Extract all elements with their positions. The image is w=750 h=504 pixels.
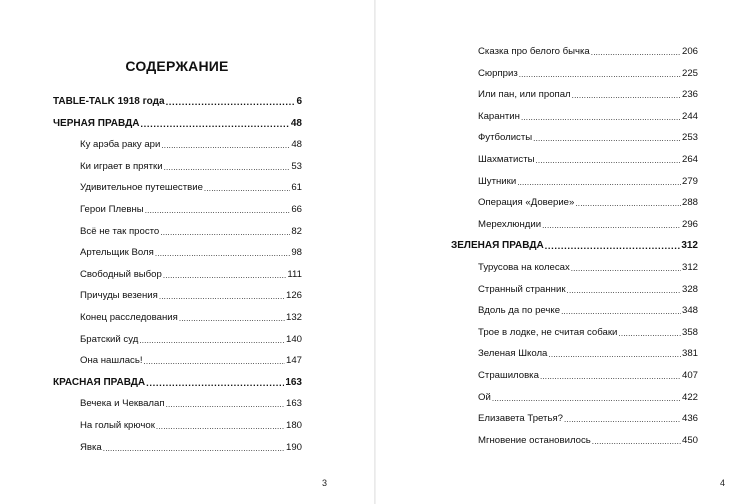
toc-entry [80, 157, 302, 173]
toc-dot-leader [166, 397, 285, 410]
toc-dot-leader [204, 181, 290, 194]
toc-entry-page: 450 [681, 434, 698, 446]
toc-dot-leader [540, 369, 681, 382]
toc-entry-title: Всё не так просто [80, 225, 160, 237]
toc-entry-page: 66 [291, 204, 302, 215]
toc-entry-page: 407 [681, 370, 698, 381]
toc-entry [80, 200, 302, 216]
toc-section-entry [53, 114, 302, 130]
toc-entry [80, 394, 302, 410]
toc-entry [478, 85, 698, 101]
toc-entry-page: 111 [287, 268, 302, 280]
toc-entry [80, 438, 302, 454]
toc-entry-page: 140 [285, 333, 302, 345]
toc-entry-page: 61 [291, 182, 302, 194]
toc-entry-page: 48 [290, 117, 302, 129]
toc-entry [80, 265, 302, 281]
toc-entry-title: Вечека и Чеквалап [80, 398, 165, 410]
toc-entry-page: 253 [681, 132, 698, 144]
toc-dot-leader [163, 268, 287, 281]
toc-entry [80, 416, 302, 432]
toc-dot-leader [561, 304, 681, 317]
toc-entry-page: 296 [681, 218, 698, 230]
toc-dot-leader [519, 67, 681, 80]
toc-dot-leader [179, 311, 285, 324]
toc-entry [478, 409, 698, 425]
toc-dot-leader [517, 175, 681, 188]
toc-entry-title: Явка [80, 441, 102, 453]
toc-entry-page: 436 [681, 413, 698, 425]
toc-dot-leader [145, 203, 291, 216]
toc-entry-title: Или пан, или пропал [478, 89, 571, 101]
toc-entry-title: Операция «Доверие» [478, 197, 575, 209]
toc-entry-title: TABLE-TALK 1918 года [53, 96, 165, 107]
toc-entry-page: 279 [681, 175, 698, 187]
toc-entry [80, 351, 302, 367]
toc-dot-leader [545, 239, 681, 252]
toc-entry-page: 53 [291, 160, 302, 172]
toc-entry [80, 308, 302, 324]
right-page [376, 0, 750, 504]
toc-dot-leader [139, 333, 285, 346]
toc-entry-page: 264 [681, 154, 698, 165]
toc-entry-page: 236 [681, 89, 698, 101]
toc-entry [478, 258, 698, 274]
toc-entry-title: На голый крючок [80, 420, 155, 431]
toc-entry-title: Мерехлюндии [478, 218, 542, 230]
toc-dot-leader [521, 110, 681, 123]
toc-entry [478, 280, 698, 296]
toc-entry-title: Вдоль да по речке [478, 305, 561, 317]
toc-entry-page: 358 [681, 326, 698, 338]
toc-entry-title: Ой [478, 391, 491, 403]
toc-entry [80, 243, 302, 259]
toc-entry [80, 135, 302, 151]
toc-entry-title: Она нашлась! [80, 355, 143, 367]
toc-dot-leader [533, 131, 681, 144]
toc-entry-page: 244 [681, 110, 698, 122]
toc-entry-title: Футболисты [478, 132, 533, 144]
toc-dot-leader [536, 153, 681, 166]
page-number-right: 4 [720, 478, 726, 488]
toc-entry-title: Сюрприз [478, 67, 518, 79]
toc-entry-title: Турусова на колесах [478, 262, 570, 273]
toc-entry-title: ЗЕЛЕНАЯ ПРАВДА [451, 240, 544, 252]
toc-dot-leader [146, 376, 284, 389]
toc-dot-leader [103, 441, 285, 454]
toc-section-entry [451, 236, 698, 252]
toc-entry-title: ЧЕРНАЯ ПРАВДА [53, 117, 140, 129]
toc-entry [80, 222, 302, 238]
toc-entry-page: 328 [681, 283, 698, 295]
toc-entry-title: КРАСНАЯ ПРАВДА [53, 376, 146, 388]
toc-entry-title: Артельщик Воля [80, 247, 154, 259]
toc-entry-title: Шутники [478, 175, 517, 187]
toc-entry-title: Елизавета Третья? [478, 413, 563, 425]
toc-entry-page: 82 [291, 225, 302, 237]
toc-entry-page: 6 [296, 96, 302, 107]
toc-entry [478, 193, 698, 209]
toc-entry [80, 330, 302, 346]
toc-entry-page: 163 [285, 398, 302, 410]
toc-entry [478, 323, 698, 339]
toc-dot-leader [140, 117, 289, 130]
toc-entry-page: 180 [285, 420, 302, 431]
toc-dot-leader [161, 138, 290, 151]
toc-section-entry [53, 92, 302, 108]
toc-section-entry [53, 373, 302, 389]
toc-entry-title: Ки играет в прятки [80, 160, 163, 172]
toc-entry [478, 64, 698, 80]
toc-dot-leader [575, 196, 681, 209]
toc-dot-leader [166, 95, 296, 108]
toc-entry-page: 98 [291, 247, 302, 259]
toc-entry-title: Ку арэба раку ари [80, 139, 161, 151]
toc-entry-title: Причуды везения [80, 290, 158, 302]
toc-dot-leader [571, 261, 681, 274]
toc-dot-leader [492, 391, 681, 404]
toc-entry-title: Сказка про белого бычка [478, 46, 590, 57]
toc-entry [478, 366, 698, 382]
toc-entry [478, 431, 698, 447]
toc-entry-page: 312 [681, 240, 698, 252]
toc-entry [478, 150, 698, 166]
toc-entry-title: Братский суд [80, 333, 139, 345]
toc-entry-page: 288 [681, 197, 698, 209]
toc-dot-leader [542, 218, 681, 231]
toc-entry [478, 301, 698, 317]
toc-dot-leader [144, 354, 285, 367]
toc-entry-page: 48 [291, 139, 302, 151]
toc-dot-leader [572, 88, 681, 101]
toc-entry [478, 215, 698, 231]
toc-entry-page: 147 [285, 355, 302, 367]
toc-dot-leader [591, 45, 681, 58]
toc-entry-title: Зеленая Школа [478, 348, 548, 360]
toc-entry [478, 107, 698, 123]
toc-dot-leader [618, 326, 681, 339]
toc-entry-title: Трое в лодке, не считая собаки [478, 326, 618, 338]
toc-entry-page: 206 [681, 46, 698, 57]
toc-entry-title: Конец расследования [80, 312, 178, 323]
toc-entry-page: 132 [285, 312, 302, 323]
toc-entry-title: Карантин [478, 110, 520, 122]
toc-entry-page: 422 [681, 391, 698, 403]
toc-entry-page: 381 [681, 348, 698, 360]
toc-dot-leader [164, 160, 291, 173]
toc-entry-title: Удивительное путешествие [80, 182, 203, 194]
toc-dot-leader [567, 283, 681, 296]
toc-entry [80, 286, 302, 302]
toc-entry-page: 190 [285, 441, 302, 453]
toc-dot-leader [160, 225, 290, 238]
toc-entry-title: Шахматисты [478, 154, 535, 165]
toc-entry-page: 312 [681, 262, 698, 273]
toc-entry-title: Странный странник [478, 283, 566, 295]
toc-entry [478, 172, 698, 188]
toc-dot-leader [592, 434, 681, 447]
toc-entry [478, 344, 698, 360]
toc-entry-page: 163 [285, 376, 302, 388]
toc-list-left [0, 0, 374, 504]
toc-dot-leader [155, 246, 290, 259]
toc-entry-page: 348 [681, 305, 698, 317]
left-page [0, 0, 374, 504]
toc-list-right [376, 0, 750, 504]
page-title: СОДЕРЖАНИЕ [125, 58, 229, 74]
toc-entry-title: Страшиловка [478, 370, 539, 381]
toc-dot-leader [156, 419, 285, 432]
toc-entry-page: 126 [285, 290, 302, 302]
toc-dot-leader [564, 412, 681, 425]
toc-entry [478, 42, 698, 58]
toc-entry [80, 178, 302, 194]
toc-dot-leader [548, 347, 681, 360]
toc-entry-title: Свободный выбор [80, 268, 162, 280]
toc-entry-page: 225 [681, 67, 698, 79]
toc-dot-leader [159, 289, 285, 302]
toc-entry [478, 388, 698, 404]
toc-entry-title: Герои Плевны [80, 204, 144, 215]
toc-entry [478, 128, 698, 144]
page-number-left: 3 [322, 478, 328, 488]
toc-entry-title: Мгновение остановилось [478, 434, 591, 446]
